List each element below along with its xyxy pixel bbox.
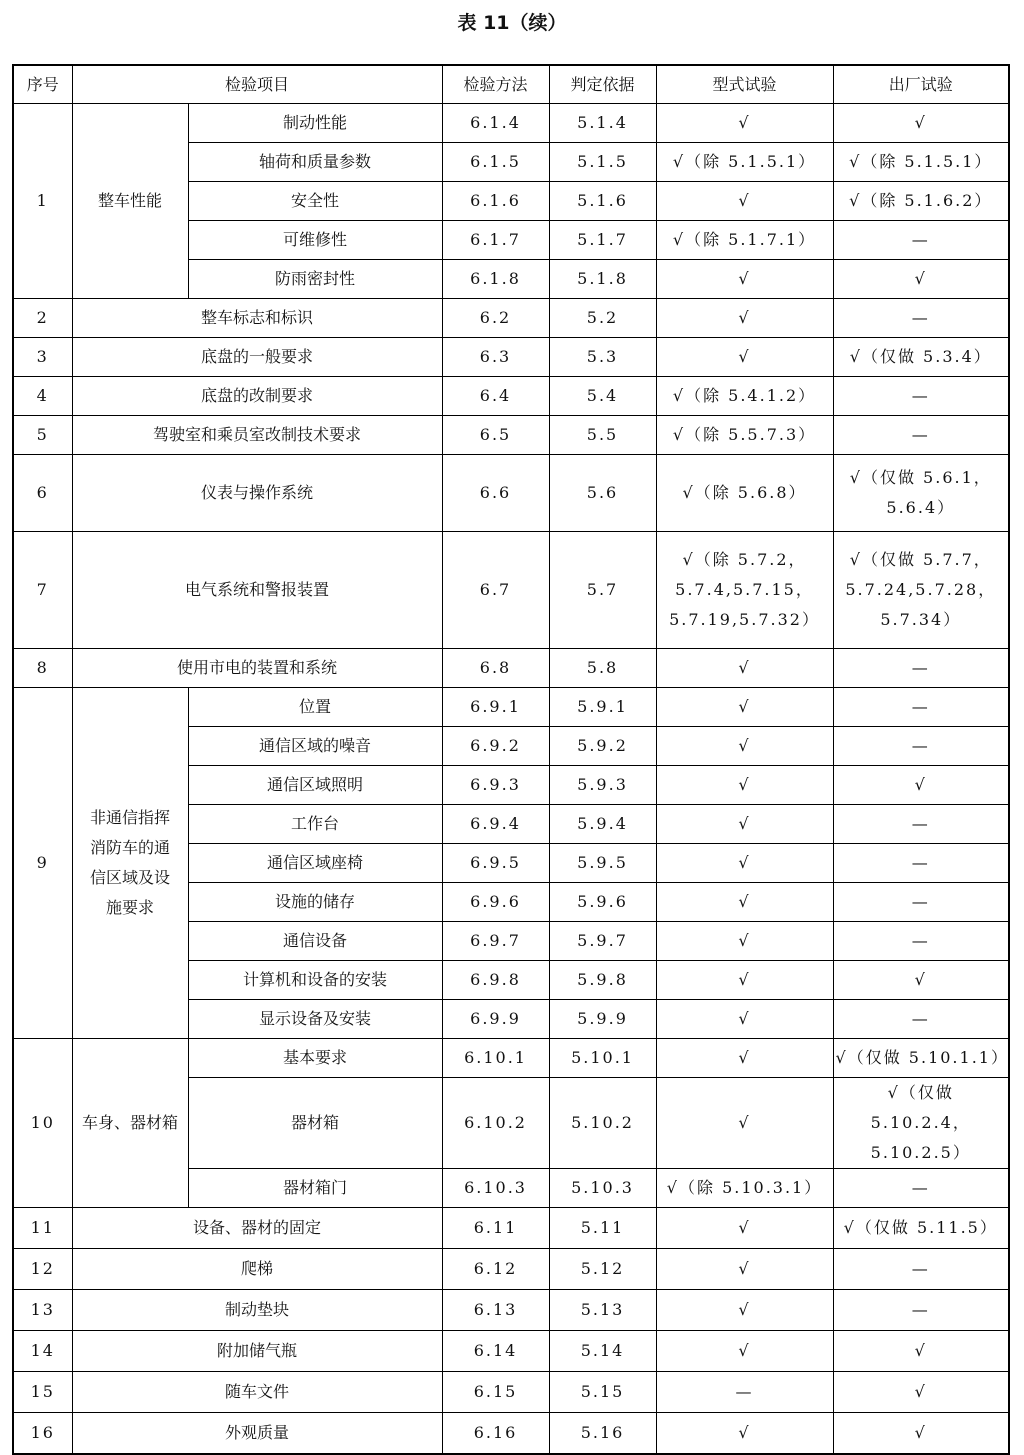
factory-test-cell: √（除 5.1.6.2） [833, 182, 1009, 221]
item-cell: 制动性能 [188, 104, 442, 143]
seq-cell: 15 [13, 1372, 72, 1413]
basis-cell: 5.9.6 [549, 883, 656, 922]
type-test-cell: — [656, 1372, 833, 1413]
method-cell: 6.9.8 [442, 961, 549, 1000]
header-method: 检验方法 [442, 65, 549, 104]
factory-test-cell: — [833, 1290, 1009, 1331]
seq-cell: 4 [13, 377, 72, 416]
type-test-cell: √ [656, 338, 833, 377]
factory-test-cell: — [833, 416, 1009, 455]
method-cell: 6.9.6 [442, 883, 549, 922]
method-cell: 6.16 [442, 1413, 549, 1455]
type-test-cell: √ [656, 1000, 833, 1039]
basis-cell: 5.10.2 [549, 1078, 656, 1169]
factory-test-cell: √ [833, 766, 1009, 805]
type-test-cell: √ [656, 844, 833, 883]
table-row [13, 1208, 1009, 1249]
type-test-cell: √ [656, 649, 833, 688]
basis-cell: 5.15 [549, 1372, 656, 1413]
factory-test-cell: — [833, 649, 1009, 688]
basis-cell: 5.10.1 [549, 1039, 656, 1078]
seq-cell: 7 [13, 532, 72, 649]
factory-test-cell: √（除 5.1.5.1） [833, 143, 1009, 182]
method-cell: 6.4 [442, 377, 549, 416]
item-cell: 爬梯 [72, 1249, 442, 1290]
type-test-cell: √ [656, 1331, 833, 1372]
seq-cell: 1 [13, 104, 72, 299]
basis-cell: 5.6 [549, 455, 656, 532]
method-cell: 6.3 [442, 338, 549, 377]
item-cell: 器材箱门 [188, 1169, 442, 1208]
factory-test-cell: √（仅做 5.10.2.4， 5.10.2.5） [833, 1078, 1009, 1169]
basis-cell: 5.14 [549, 1331, 656, 1372]
group-name-cell: 非通信指挥 消防车的通 信区域及设 施要求 [72, 688, 188, 1039]
item-cell: 安全性 [188, 182, 442, 221]
type-test-cell: √ [656, 182, 833, 221]
basis-cell: 5.5 [549, 416, 656, 455]
factory-test-cell: √ [833, 961, 1009, 1000]
basis-cell: 5.9.1 [549, 688, 656, 727]
type-test-cell: √ [656, 922, 833, 961]
seq-cell: 10 [13, 1039, 72, 1208]
type-test-cell: √ [656, 299, 833, 338]
item-cell: 底盘的一般要求 [72, 338, 442, 377]
seq-cell: 12 [13, 1249, 72, 1290]
factory-test-cell: √ [833, 1331, 1009, 1372]
seq-cell: 11 [13, 1208, 72, 1249]
group-name-cell: 整车性能 [72, 104, 188, 299]
item-cell: 整车标志和标识 [72, 299, 442, 338]
type-test-cell: √ [656, 727, 833, 766]
factory-test-cell: — [833, 299, 1009, 338]
type-test-cell: √ [656, 1208, 833, 1249]
type-test-cell: √（除 5.5.7.3） [656, 416, 833, 455]
method-cell: 6.2 [442, 299, 549, 338]
type-test-cell: √（除 5.1.5.1） [656, 143, 833, 182]
method-cell: 6.13 [442, 1290, 549, 1331]
method-cell: 6.9.3 [442, 766, 549, 805]
type-test-cell: √ [656, 104, 833, 143]
item-cell: 器材箱 [188, 1078, 442, 1169]
item-cell: 防雨密封性 [188, 260, 442, 299]
item-cell: 位置 [188, 688, 442, 727]
seq-cell: 9 [13, 688, 72, 1039]
table-row [13, 377, 1009, 416]
type-test-cell: √ [656, 961, 833, 1000]
seq-cell: 8 [13, 649, 72, 688]
header-basis: 判定依据 [549, 65, 656, 104]
seq-cell: 13 [13, 1290, 72, 1331]
type-test-cell: √ [656, 805, 833, 844]
basis-cell: 5.9.4 [549, 805, 656, 844]
factory-test-cell: √ [833, 260, 1009, 299]
basis-cell: 5.7 [549, 532, 656, 649]
table-row [13, 1249, 1009, 1290]
table-row [13, 1372, 1009, 1413]
method-cell: 6.10.2 [442, 1078, 549, 1169]
header-seq: 序号 [13, 65, 72, 104]
method-cell: 6.9.4 [442, 805, 549, 844]
header-factory-test: 出厂试验 [833, 65, 1009, 104]
type-test-cell: √ [656, 260, 833, 299]
factory-test-cell: — [833, 844, 1009, 883]
factory-test-cell: √ [833, 1372, 1009, 1413]
method-cell: 6.9.2 [442, 727, 549, 766]
item-cell: 显示设备及安装 [188, 1000, 442, 1039]
item-cell: 计算机和设备的安装 [188, 961, 442, 1000]
basis-cell: 5.9.7 [549, 922, 656, 961]
table-row [13, 688, 1009, 727]
method-cell: 6.6 [442, 455, 549, 532]
basis-cell: 5.1.7 [549, 221, 656, 260]
type-test-cell: √ [656, 1249, 833, 1290]
factory-test-cell: — [833, 1169, 1009, 1208]
basis-cell: 5.1.6 [549, 182, 656, 221]
basis-cell: 5.11 [549, 1208, 656, 1249]
item-cell: 设备、器材的固定 [72, 1208, 442, 1249]
factory-test-cell: — [833, 1249, 1009, 1290]
table-row [13, 455, 1009, 532]
method-cell: 6.15 [442, 1372, 549, 1413]
item-cell: 外观质量 [72, 1413, 442, 1455]
basis-cell: 5.12 [549, 1249, 656, 1290]
item-cell: 通信区域的噪音 [188, 727, 442, 766]
basis-cell: 5.16 [549, 1413, 656, 1455]
seq-cell: 3 [13, 338, 72, 377]
header-item: 检验项目 [72, 65, 442, 104]
type-test-cell: √ [656, 688, 833, 727]
method-cell: 6.10.1 [442, 1039, 549, 1078]
basis-cell: 5.2 [549, 299, 656, 338]
seq-cell: 5 [13, 416, 72, 455]
table-row [13, 1413, 1009, 1455]
method-cell: 6.14 [442, 1331, 549, 1372]
method-cell: 6.11 [442, 1208, 549, 1249]
header-type-test: 型式试验 [656, 65, 833, 104]
item-cell: 通信区域照明 [188, 766, 442, 805]
group-name-cell: 车身、器材箱 [72, 1039, 188, 1208]
type-test-cell: √（除 5.7.2， 5.7.4,5.7.15， 5.7.19,5.7.32） [656, 532, 833, 649]
seq-cell: 14 [13, 1331, 72, 1372]
table-header-row [13, 65, 1009, 104]
item-cell: 制动垫块 [72, 1290, 442, 1331]
type-test-cell: √（除 5.4.1.2） [656, 377, 833, 416]
method-cell: 6.9.7 [442, 922, 549, 961]
item-cell: 可维修性 [188, 221, 442, 260]
factory-test-cell: √ [833, 1413, 1009, 1455]
factory-test-cell: — [833, 688, 1009, 727]
item-cell: 底盘的改制要求 [72, 377, 442, 416]
inspection-table [12, 64, 1010, 1455]
method-cell: 6.1.8 [442, 260, 549, 299]
basis-cell: 5.9.3 [549, 766, 656, 805]
item-cell: 驾驶室和乘员室改制技术要求 [72, 416, 442, 455]
factory-test-cell: — [833, 883, 1009, 922]
item-cell: 附加储气瓶 [72, 1331, 442, 1372]
factory-test-cell: — [833, 805, 1009, 844]
type-test-cell: √ [656, 1039, 833, 1078]
table-row [13, 1290, 1009, 1331]
type-test-cell: √ [656, 1413, 833, 1455]
seq-cell: 2 [13, 299, 72, 338]
basis-cell: 5.9.9 [549, 1000, 656, 1039]
method-cell: 6.1.6 [442, 182, 549, 221]
type-test-cell: √（除 5.6.8） [656, 455, 833, 532]
method-cell: 6.12 [442, 1249, 549, 1290]
factory-test-cell: √（仅做 5.7.7， 5.7.24,5.7.28， 5.7.34） [833, 532, 1009, 649]
method-cell: 6.9.1 [442, 688, 549, 727]
item-cell: 轴荷和质量参数 [188, 143, 442, 182]
item-cell: 随车文件 [72, 1372, 442, 1413]
method-cell: 6.8 [442, 649, 549, 688]
item-cell: 仪表与操作系统 [72, 455, 442, 532]
item-cell: 电气系统和警报装置 [72, 532, 442, 649]
seq-cell: 6 [13, 455, 72, 532]
table-row [13, 532, 1009, 649]
item-cell: 工作台 [188, 805, 442, 844]
basis-cell: 5.1.4 [549, 104, 656, 143]
factory-test-cell: √ [833, 104, 1009, 143]
table-caption: 表 11（续） [457, 12, 567, 34]
table-row [13, 416, 1009, 455]
factory-test-cell: √（仅做 5.10.1.1） [833, 1039, 1009, 1078]
type-test-cell: √（除 5.1.7.1） [656, 221, 833, 260]
item-cell: 通信设备 [188, 922, 442, 961]
method-cell: 6.1.5 [442, 143, 549, 182]
method-cell: 6.1.7 [442, 221, 549, 260]
table-row [13, 1039, 1009, 1078]
method-cell: 6.9.9 [442, 1000, 549, 1039]
factory-test-cell: √（仅做 5.6.1， 5.6.4） [833, 455, 1009, 532]
item-cell: 使用市电的装置和系统 [72, 649, 442, 688]
type-test-cell: √ [656, 1290, 833, 1331]
basis-cell: 5.10.3 [549, 1169, 656, 1208]
table-row [13, 299, 1009, 338]
type-test-cell: √（除 5.10.3.1） [656, 1169, 833, 1208]
table-row [13, 1331, 1009, 1372]
factory-test-cell: — [833, 377, 1009, 416]
method-cell: 6.5 [442, 416, 549, 455]
seq-cell: 16 [13, 1413, 72, 1455]
item-cell: 通信区域座椅 [188, 844, 442, 883]
type-test-cell: √ [656, 883, 833, 922]
basis-cell: 5.9.8 [549, 961, 656, 1000]
basis-cell: 5.13 [549, 1290, 656, 1331]
factory-test-cell: — [833, 221, 1009, 260]
basis-cell: 5.1.5 [549, 143, 656, 182]
method-cell: 6.10.3 [442, 1169, 549, 1208]
table-row [13, 649, 1009, 688]
basis-cell: 5.9.5 [549, 844, 656, 883]
table-row [13, 338, 1009, 377]
factory-test-cell: √（仅做 5.11.5） [833, 1208, 1009, 1249]
factory-test-cell: — [833, 1000, 1009, 1039]
item-cell: 基本要求 [188, 1039, 442, 1078]
basis-cell: 5.9.2 [549, 727, 656, 766]
method-cell: 6.9.5 [442, 844, 549, 883]
item-cell: 设施的储存 [188, 883, 442, 922]
basis-cell: 5.4 [549, 377, 656, 416]
factory-test-cell: — [833, 922, 1009, 961]
factory-test-cell: — [833, 727, 1009, 766]
table-row [13, 104, 1009, 143]
basis-cell: 5.3 [549, 338, 656, 377]
basis-cell: 5.8 [549, 649, 656, 688]
basis-cell: 5.1.8 [549, 260, 656, 299]
type-test-cell: √ [656, 1078, 833, 1169]
factory-test-cell: √（仅做 5.3.4） [833, 338, 1009, 377]
method-cell: 6.7 [442, 532, 549, 649]
type-test-cell: √ [656, 766, 833, 805]
method-cell: 6.1.4 [442, 104, 549, 143]
